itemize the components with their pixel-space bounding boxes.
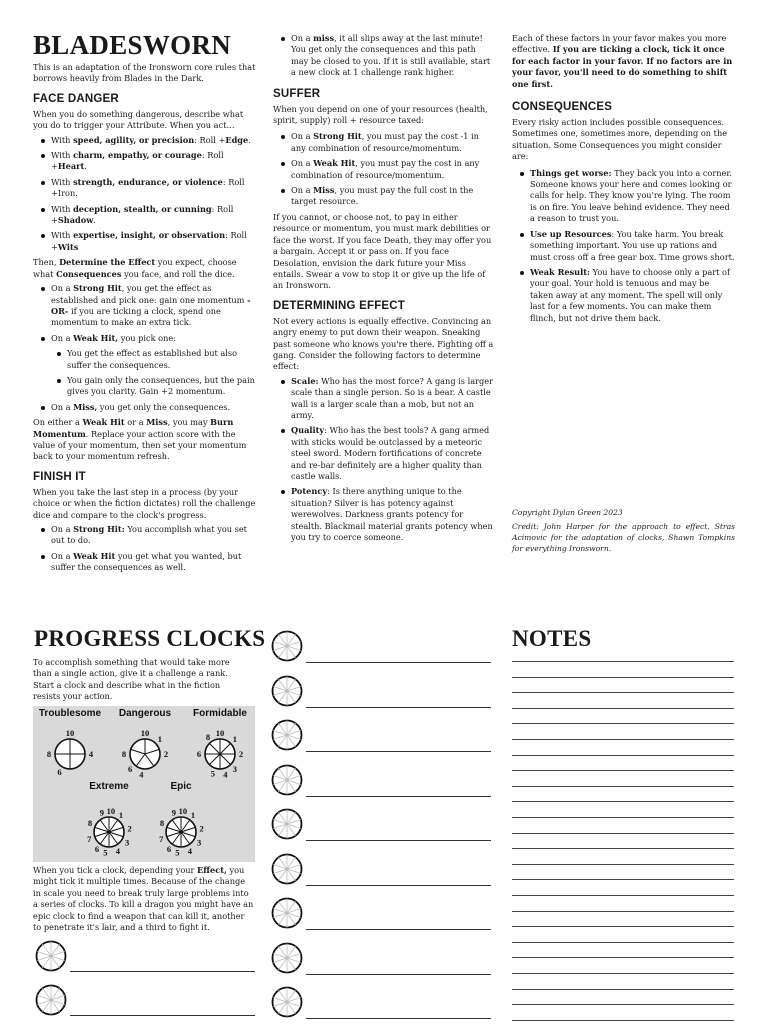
blank-clock[interactable] <box>271 853 303 885</box>
column-left <box>33 30 258 578</box>
cons-worse-item: Things get worse: They back you into a corner. Someone knows your here and comes looking or calls for help. They know you're lying. The room is on fire. You leave behind evidence. They need a reason to trust you. <box>512 168 735 225</box>
outcome-list <box>33 283 258 413</box>
clock-examples-panel <box>33 706 255 862</box>
notes-line[interactable] <box>512 1004 734 1005</box>
notes-line[interactable] <box>512 708 734 709</box>
blank-clock[interactable] <box>271 897 303 929</box>
blank-clock[interactable] <box>35 940 67 972</box>
clock-tick-number: 4 <box>88 749 94 759</box>
weak-option: You get the effect as established but also suffer the consequences. <box>51 348 258 371</box>
suffer-heading: SUFFER <box>273 87 321 100</box>
clock-name-line[interactable] <box>306 840 491 841</box>
effect-potency-item: Potency: Is there anything unique to the situation? Silver is has potency against werewolves. Darkness grants potency for stealth. Blackmail material grants potency when you try to coerce someone. <box>273 486 495 543</box>
clock-tick-number: 6 <box>128 763 133 774</box>
blank-clock[interactable] <box>271 808 303 840</box>
notes-line[interactable] <box>512 942 734 943</box>
clock-tick-number: 4 <box>139 769 144 780</box>
cons-resources-item: Use up Resources: You take harm. You break something important. You use up rations and must cross off a free gear box. Time grows short. <box>512 229 735 263</box>
notes-line[interactable] <box>512 989 734 990</box>
burn-momentum-text: On either a Weak Hit or a Miss, you may Burn Momentum. Replace your action score with the value of your momentum, then set your momentum back to your momentum refresh. <box>33 417 247 462</box>
col2-miss-item: On a miss, it all slips away at the last minute! You get only the consequences and this path may be closed to you. If it is still available, start a new clock at 1 challenge rank higher. <box>273 33 495 79</box>
suffer-lead: When you depend on one of your resources (health, spirit, supply) roll + resource taxed: <box>273 103 488 126</box>
consequences-lead: Every risky action includes possible consequences. Sometimes one, sometimes more, depending on the situation. Some Consequences you might consider are: <box>512 117 728 162</box>
attribute-item: With charm, empathy, or courage: Roll +Heart. <box>33 150 258 173</box>
clock-tick-number: 1 <box>118 809 124 820</box>
notes-line[interactable] <box>512 786 734 787</box>
clock-tick-number: 8 <box>159 818 165 829</box>
effect-scale-item: Scale: Who has the most force? A gang is larger scale than a single person. So is a bear. A castle wall is a larger scale than a mob, but not an army. <box>273 376 495 422</box>
clock-name-line[interactable] <box>306 796 491 797</box>
blank-clock[interactable] <box>271 764 303 796</box>
suffer-miss-item: On a Miss, you must pay the full cost in the target resource. <box>273 185 495 208</box>
consequences-heading: CONSEQUENCES <box>512 101 613 114</box>
progress-lead: To accomplish something that would take more than a single action, give it a challenge a rank. Start a clock and describe what in the fiction resists your action. <box>33 657 230 702</box>
clock-tick-number: 3 <box>197 837 202 848</box>
notes-line[interactable] <box>512 723 734 724</box>
clock-tick-number: 6 <box>57 767 62 778</box>
credit-text: Credit: John Harper for the approach to effect, Stras Acimovic for the adaptation of clocks, Shawn Tompkins for everything Ironsworn. <box>512 522 735 553</box>
strong-hit-item: On a Strong Hit, you get the effect as established and pick one: gain one momentum -OR- if you are ticking a clock, spend one momentum to make an extra tick. <box>33 283 258 329</box>
notes-line[interactable] <box>512 848 734 849</box>
clock-name-line[interactable] <box>306 974 491 975</box>
clock-tick-number: 6 <box>196 749 202 759</box>
finish-it-heading: FINISH IT <box>33 470 86 483</box>
blank-clock[interactable] <box>271 986 303 1018</box>
face-danger-heading: FACE DANGER <box>33 92 119 105</box>
suffer-strong-item: On a Strong Hit, you must pay the cost -1 in any combination of resource/momentum. <box>273 131 495 154</box>
finish-weak-item: On a Weak Hit you get what you wanted, but suffer the consequences as well. <box>33 551 258 574</box>
attribute-item: With speed, agility, or precision: Roll +Edge. <box>33 135 258 146</box>
clock-tick-number: 2 <box>199 823 204 834</box>
weak-hit-item: On a Weak Hit, you pick one: You get the effect as established but also suffer the consequences. You gain only the consequences, but the pain gives you clarity. Gain +2 momentum. <box>33 333 258 398</box>
clock-name-line[interactable] <box>70 971 255 972</box>
clock-tick-number: 1 <box>190 809 196 820</box>
clock-tick-number: 10 <box>140 728 150 738</box>
clock-tick-number: 9 <box>99 807 104 818</box>
clock-tick-number: 4 <box>187 846 192 857</box>
attribute-item: With deception, stealth, or cunning: Roll +Shadow. <box>33 204 258 227</box>
effect-quality-item: Quality: Who has the best tools? A gang armed with sticks would be outclassed by a meteoric steel sword. Modern fortifications of concrete and re-bar definitely are a higher quality than castle walls. <box>273 425 495 482</box>
clock-name-line[interactable] <box>306 929 491 930</box>
favor-text: Each of these factors in your favor makes you more effective. If you are ticking a clock, tick it once for each factor in your favor. If no factors are in your favor, you'll need to do something to shift one first. <box>512 33 733 89</box>
clock-name-line[interactable] <box>306 707 491 708</box>
blank-clock[interactable] <box>271 719 303 751</box>
attribute-list <box>33 135 258 254</box>
notes-line[interactable] <box>512 864 734 865</box>
finish-it-lead: When you take the last step in a process (by your choice or when the fiction dictates) roll the challenge dice and compare to the clock's progress. <box>33 486 256 520</box>
intro-text: This is an adaptation of the Ironsworn core rules that borrows heavily from Blades in the Dark. <box>33 62 256 84</box>
notes-line[interactable] <box>512 739 734 740</box>
tick-text: When you tick a clock, depending your Effect, you might tick it multiple times. Because of the change in scale you need to break truly large problems into a series of clocks. To kill a dragon you might have an epic clock to find a weapon that can kill it, another to penetrate it's lair, and a third to fight it. <box>33 865 254 933</box>
suffer-weak-item: On a Weak Hit, you must pay the cost in any combination of resource/momentum. <box>273 158 495 181</box>
notes-line[interactable] <box>512 973 734 974</box>
miss-item: On a Miss, you get only the consequences. <box>33 402 258 413</box>
cons-weak-result-item: Weak Result: You have to choose only a part of your goal. Your hold is tenuous and may be taken away at any moment. The spell will only last for a few moments. You can make them flinch, but not drive them back. <box>512 267 735 324</box>
notes-line[interactable] <box>512 895 734 896</box>
notes-line[interactable] <box>512 957 734 958</box>
clock-tick-number: 2 <box>238 749 244 759</box>
column-middle <box>273 33 495 547</box>
clock-rank-label: Dangerous <box>118 708 172 719</box>
face-danger-lead: When you do something dangerous, describe what you do to trigger your Attribute. When you act… <box>33 108 244 131</box>
clock-tick-number: 8 <box>121 749 127 759</box>
clock-tick-number: 9 <box>171 807 176 818</box>
clock-tick-number: 8 <box>87 818 93 829</box>
clock-name-line[interactable] <box>306 885 491 886</box>
clock-rank-label: Troublesome <box>38 708 102 719</box>
then-text: Then, Determine the Effect you expect, choose what Consequences you face, and roll the dice. <box>33 257 237 279</box>
effect-lead: Not every actions is equally effective. Convincing an angry enemy to put down their weapon. Sneaking past someone who knows you're there. Fighting off a gang. Consider the following factors to determine effect: <box>273 315 494 372</box>
clock-name-line[interactable] <box>306 662 491 663</box>
blank-clock[interactable] <box>35 984 67 1016</box>
notes-line[interactable] <box>512 755 734 756</box>
clock-tick-number: 1 <box>157 734 162 745</box>
clock-tick-number: 3 <box>125 837 130 848</box>
attribute-item: With expertise, insight, or observation: Roll +Wits <box>33 230 258 253</box>
clock-tick-number: 3 <box>232 763 237 774</box>
clock-tick-number: 5 <box>210 768 215 779</box>
clock-tick-number: 6 <box>94 844 100 855</box>
finish-strong-item: On a Strong Hit: You accomplish what you set out to do. <box>33 524 258 547</box>
notes-line[interactable] <box>512 801 734 802</box>
weak-option: You gain only the consequences, but the pain gives you clarity. Gain +2 momentum. <box>51 375 258 398</box>
clock-example-troublesome <box>39 708 102 777</box>
clock-tick-number: 7 <box>159 834 164 845</box>
notes-line[interactable] <box>512 911 734 912</box>
clock-example-epic <box>159 781 204 858</box>
clock-example-formidable <box>193 708 247 779</box>
notes-line[interactable] <box>512 692 734 693</box>
clock-example-dangerous <box>119 708 172 780</box>
clock-rank-label: Formidable <box>193 708 247 719</box>
attribute-item: With strength, endurance, or violence: Roll +Iron. <box>33 177 258 200</box>
clock-rank-label: Epic <box>170 781 192 792</box>
clock-tick-number: 8 <box>46 749 52 759</box>
notes-line[interactable] <box>512 770 734 771</box>
clock-rank-label: Extreme <box>89 781 129 792</box>
notes-line[interactable] <box>512 1020 734 1021</box>
clock-tick-number: 8 <box>205 731 211 742</box>
clock-tick-number: 4 <box>115 846 120 857</box>
clock-example-extreme <box>87 781 132 858</box>
clock-tick-number: 5 <box>175 847 180 858</box>
clock-tick-number: 1 <box>232 734 237 745</box>
notes-line[interactable] <box>512 926 734 927</box>
clock-examples-diagram <box>33 706 255 862</box>
clock-tick-number: 2 <box>163 749 169 759</box>
notes-line[interactable] <box>512 677 734 678</box>
notes-heading: NOTES <box>512 626 592 651</box>
blank-clock[interactable] <box>271 675 303 707</box>
clock-name-line[interactable] <box>306 751 491 752</box>
clock-tick-number: 4 <box>223 769 228 780</box>
clock-name-line[interactable] <box>70 1015 255 1016</box>
clock-tick-number: 5 <box>103 847 108 858</box>
notes-line[interactable] <box>512 833 734 834</box>
clock-tick-number: 6 <box>166 844 172 855</box>
clock-tick-number: 10 <box>178 806 188 817</box>
blank-clock[interactable] <box>271 630 303 662</box>
notes-line[interactable] <box>512 817 734 818</box>
clock-tick-number: 7 <box>87 834 92 845</box>
effect-heading: DETERMINING EFFECT <box>273 299 406 312</box>
clock-name-line[interactable] <box>306 1018 491 1019</box>
column-right <box>512 33 735 328</box>
blank-clock[interactable] <box>271 942 303 974</box>
clock-tick-number: 10 <box>65 728 75 738</box>
notes-line[interactable] <box>512 661 734 662</box>
clock-tick-number: 10 <box>106 806 116 817</box>
suffer-tail: If you cannot, or choose not, to pay in either resource or momentum, you must mark debilities or face the worst. If you face Death, they may offer you a bargain. Accept it or pass on. If you face Desolation, envision the dark future your Miss entails. Swear a vow to stop it or give up the life of an Ironsworn. <box>273 211 492 291</box>
notes-line[interactable] <box>512 879 734 880</box>
page-title: BLADESWORN <box>33 30 232 60</box>
progress-clocks-heading: PROGRESS CLOCKS <box>34 626 266 651</box>
clock-tick-number: 2 <box>127 823 132 834</box>
clock-tick-number: 10 <box>215 728 225 738</box>
copyright-text: Copyright Dylan Green 2023 <box>512 508 623 517</box>
